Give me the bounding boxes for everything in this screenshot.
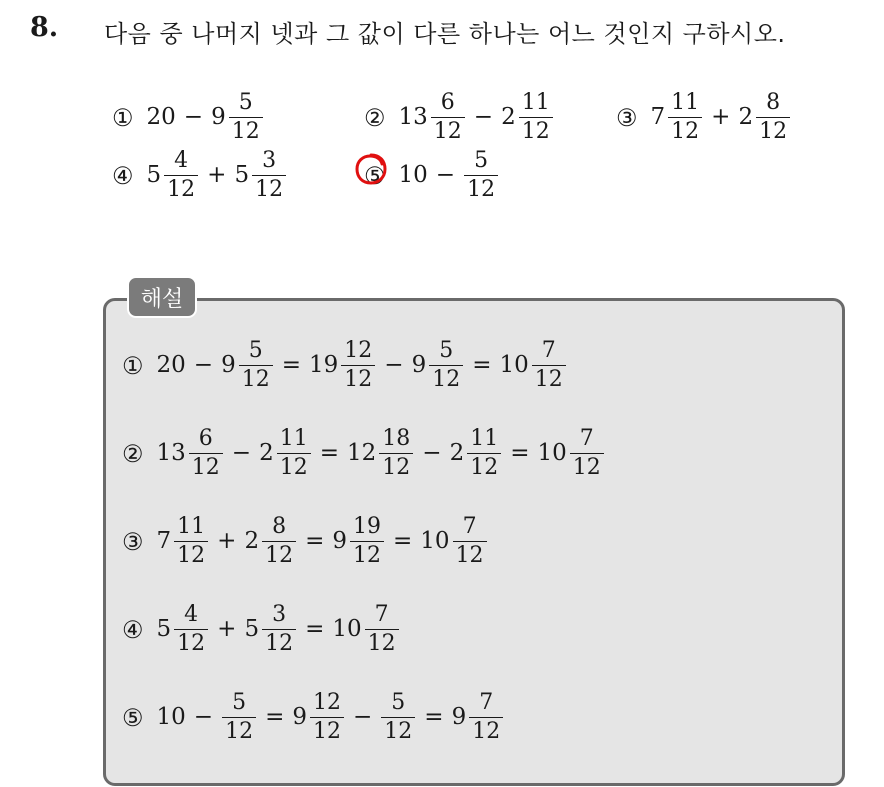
number: 9 bbox=[411, 352, 427, 378]
operator: = bbox=[265, 704, 285, 730]
fraction bbox=[469, 692, 503, 743]
numerator: 3 bbox=[272, 602, 287, 627]
numerator: 5 bbox=[391, 690, 406, 715]
operator: − bbox=[422, 440, 442, 466]
numerator: 5 bbox=[248, 338, 263, 363]
denominator: 12 bbox=[519, 117, 553, 143]
number: 9 bbox=[332, 528, 347, 554]
numerator: 5 bbox=[238, 90, 253, 115]
solution-line-3 bbox=[122, 516, 489, 567]
solution-line-4 bbox=[122, 604, 401, 655]
fraction bbox=[229, 92, 263, 143]
fraction bbox=[277, 428, 311, 479]
operator: − bbox=[193, 704, 214, 730]
operator: + bbox=[217, 616, 237, 642]
denominator: 12 bbox=[262, 629, 296, 655]
operator: − bbox=[231, 440, 252, 466]
fraction bbox=[365, 604, 399, 655]
fraction bbox=[429, 340, 463, 391]
fraction bbox=[262, 516, 296, 567]
fraction bbox=[341, 340, 375, 391]
fraction bbox=[453, 516, 487, 567]
numerator: 8 bbox=[766, 90, 781, 115]
denominator: 12 bbox=[174, 629, 208, 655]
operator: = bbox=[305, 528, 325, 554]
fraction bbox=[174, 604, 208, 655]
circled-number: ④ bbox=[122, 615, 144, 644]
number: 12 bbox=[347, 440, 377, 466]
numerator: 8 bbox=[272, 514, 287, 539]
denominator: 12 bbox=[756, 117, 790, 143]
operator: = bbox=[424, 704, 444, 730]
denominator: 12 bbox=[341, 365, 375, 391]
numerator: 7 bbox=[462, 514, 477, 539]
denominator: 12 bbox=[668, 117, 702, 143]
circled-number: ② bbox=[364, 103, 386, 132]
numerator: 18 bbox=[382, 426, 411, 451]
fraction bbox=[350, 516, 384, 567]
number: 9 bbox=[211, 104, 226, 130]
fraction bbox=[467, 428, 501, 479]
number: 10 bbox=[332, 616, 362, 642]
denominator: 12 bbox=[429, 365, 463, 391]
denominator: 12 bbox=[381, 717, 415, 743]
circled-number: ④ bbox=[112, 161, 134, 190]
operator: − bbox=[193, 352, 214, 378]
number: 7 bbox=[650, 104, 666, 130]
solution-label: 해설 bbox=[127, 276, 197, 318]
choice-2[interactable] bbox=[364, 92, 555, 143]
fraction bbox=[431, 92, 465, 143]
fraction bbox=[310, 692, 344, 743]
denominator: 12 bbox=[469, 717, 503, 743]
denominator: 12 bbox=[310, 717, 344, 743]
circled-number: ③ bbox=[616, 103, 638, 132]
circled-number: ⑤ bbox=[122, 703, 144, 732]
operator: − bbox=[384, 352, 404, 378]
fraction bbox=[252, 150, 286, 201]
numerator: 4 bbox=[184, 602, 199, 627]
question-number: 8. bbox=[30, 12, 59, 43]
denominator: 12 bbox=[453, 541, 487, 567]
numerator: 3 bbox=[262, 148, 277, 173]
circled-number: ③ bbox=[122, 527, 144, 556]
circled-number: ② bbox=[122, 439, 144, 468]
numerator: 7 bbox=[579, 426, 594, 451]
numerator: 12 bbox=[313, 690, 341, 715]
number: 13 bbox=[398, 104, 428, 130]
question-text: 다음 중 나머지 넷과 그 값이 다른 하나는 어느 것인지 구하시오. bbox=[104, 20, 786, 48]
fraction bbox=[668, 92, 702, 143]
number: 7 bbox=[156, 528, 172, 554]
numerator: 5 bbox=[439, 338, 454, 363]
denominator: 12 bbox=[379, 453, 413, 479]
denominator: 12 bbox=[350, 541, 384, 567]
number: 10 bbox=[156, 704, 186, 730]
fraction bbox=[532, 340, 566, 391]
number: 2 bbox=[449, 440, 465, 466]
choice-1[interactable] bbox=[112, 92, 265, 143]
number: 10 bbox=[420, 528, 450, 554]
operator: − bbox=[435, 162, 456, 188]
number: 2 bbox=[259, 440, 274, 466]
number: 5 bbox=[146, 162, 162, 188]
operator: − bbox=[353, 704, 373, 730]
numerator: 6 bbox=[440, 90, 455, 115]
number: 19 bbox=[309, 352, 339, 378]
fraction bbox=[756, 92, 790, 143]
numerator: 12 bbox=[344, 338, 373, 363]
fraction bbox=[379, 428, 413, 479]
denominator: 12 bbox=[222, 717, 256, 743]
number: 5 bbox=[234, 162, 250, 188]
solution-line-1 bbox=[122, 340, 568, 391]
circled-number: ⑤ bbox=[364, 161, 386, 190]
solution-line-5 bbox=[122, 692, 505, 743]
numerator: 5 bbox=[232, 690, 247, 715]
choice-3[interactable] bbox=[616, 92, 792, 143]
operator: = bbox=[510, 440, 530, 466]
number: 2 bbox=[738, 104, 754, 130]
number: 13 bbox=[156, 440, 186, 466]
operator: = bbox=[472, 352, 492, 378]
denominator: 12 bbox=[174, 541, 208, 567]
numerator: 11 bbox=[279, 426, 308, 451]
choice-4[interactable] bbox=[112, 150, 288, 201]
number: 5 bbox=[156, 616, 172, 642]
operator: + bbox=[711, 104, 731, 130]
operator: = bbox=[319, 440, 339, 466]
circled-number: ① bbox=[122, 351, 144, 380]
denominator: 12 bbox=[532, 365, 566, 391]
fraction bbox=[239, 340, 273, 391]
fraction bbox=[222, 692, 256, 743]
fraction bbox=[381, 692, 415, 743]
numerator: 11 bbox=[671, 90, 700, 115]
operator: = bbox=[305, 616, 325, 642]
denominator: 12 bbox=[464, 175, 498, 201]
numerator: 6 bbox=[198, 426, 213, 451]
numerator: 4 bbox=[174, 148, 189, 173]
solution-line-2 bbox=[122, 428, 606, 479]
numerator: 7 bbox=[479, 690, 494, 715]
fraction bbox=[570, 428, 604, 479]
number: 9 bbox=[221, 352, 236, 378]
denominator: 12 bbox=[189, 453, 223, 479]
number: 10 bbox=[398, 162, 428, 188]
number: 10 bbox=[499, 352, 529, 378]
number: 10 bbox=[537, 440, 567, 466]
fraction bbox=[262, 604, 296, 655]
answer-circle-mark bbox=[354, 152, 388, 190]
denominator: 12 bbox=[365, 629, 399, 655]
numerator: 7 bbox=[541, 338, 556, 363]
fraction bbox=[174, 516, 208, 567]
numerator: 11 bbox=[470, 426, 499, 451]
denominator: 12 bbox=[164, 175, 198, 201]
circled-number: ① bbox=[112, 103, 134, 132]
fraction bbox=[464, 150, 498, 201]
denominator: 12 bbox=[229, 117, 263, 143]
numerator: 11 bbox=[521, 90, 550, 115]
numerator: 5 bbox=[474, 148, 489, 173]
operator: + bbox=[217, 528, 237, 554]
operator: = bbox=[281, 352, 301, 378]
operator: = bbox=[393, 528, 413, 554]
fraction bbox=[164, 150, 198, 201]
operator: − bbox=[183, 104, 204, 130]
numerator: 11 bbox=[177, 514, 206, 539]
operator: + bbox=[207, 162, 227, 188]
number: 9 bbox=[451, 704, 467, 730]
denominator: 12 bbox=[262, 541, 296, 567]
denominator: 12 bbox=[570, 453, 604, 479]
denominator: 12 bbox=[431, 117, 465, 143]
fraction bbox=[519, 92, 553, 143]
denominator: 12 bbox=[467, 453, 501, 479]
number: 20 bbox=[156, 352, 186, 378]
operator: − bbox=[473, 104, 494, 130]
number: 9 bbox=[292, 704, 307, 730]
numerator: 7 bbox=[374, 602, 389, 627]
denominator: 12 bbox=[277, 453, 311, 479]
number: 20 bbox=[146, 104, 176, 130]
number: 2 bbox=[244, 528, 260, 554]
denominator: 12 bbox=[239, 365, 273, 391]
denominator: 12 bbox=[252, 175, 286, 201]
number: 2 bbox=[501, 104, 516, 130]
number: 5 bbox=[244, 616, 260, 642]
numerator: 19 bbox=[353, 514, 381, 539]
fraction bbox=[189, 428, 223, 479]
